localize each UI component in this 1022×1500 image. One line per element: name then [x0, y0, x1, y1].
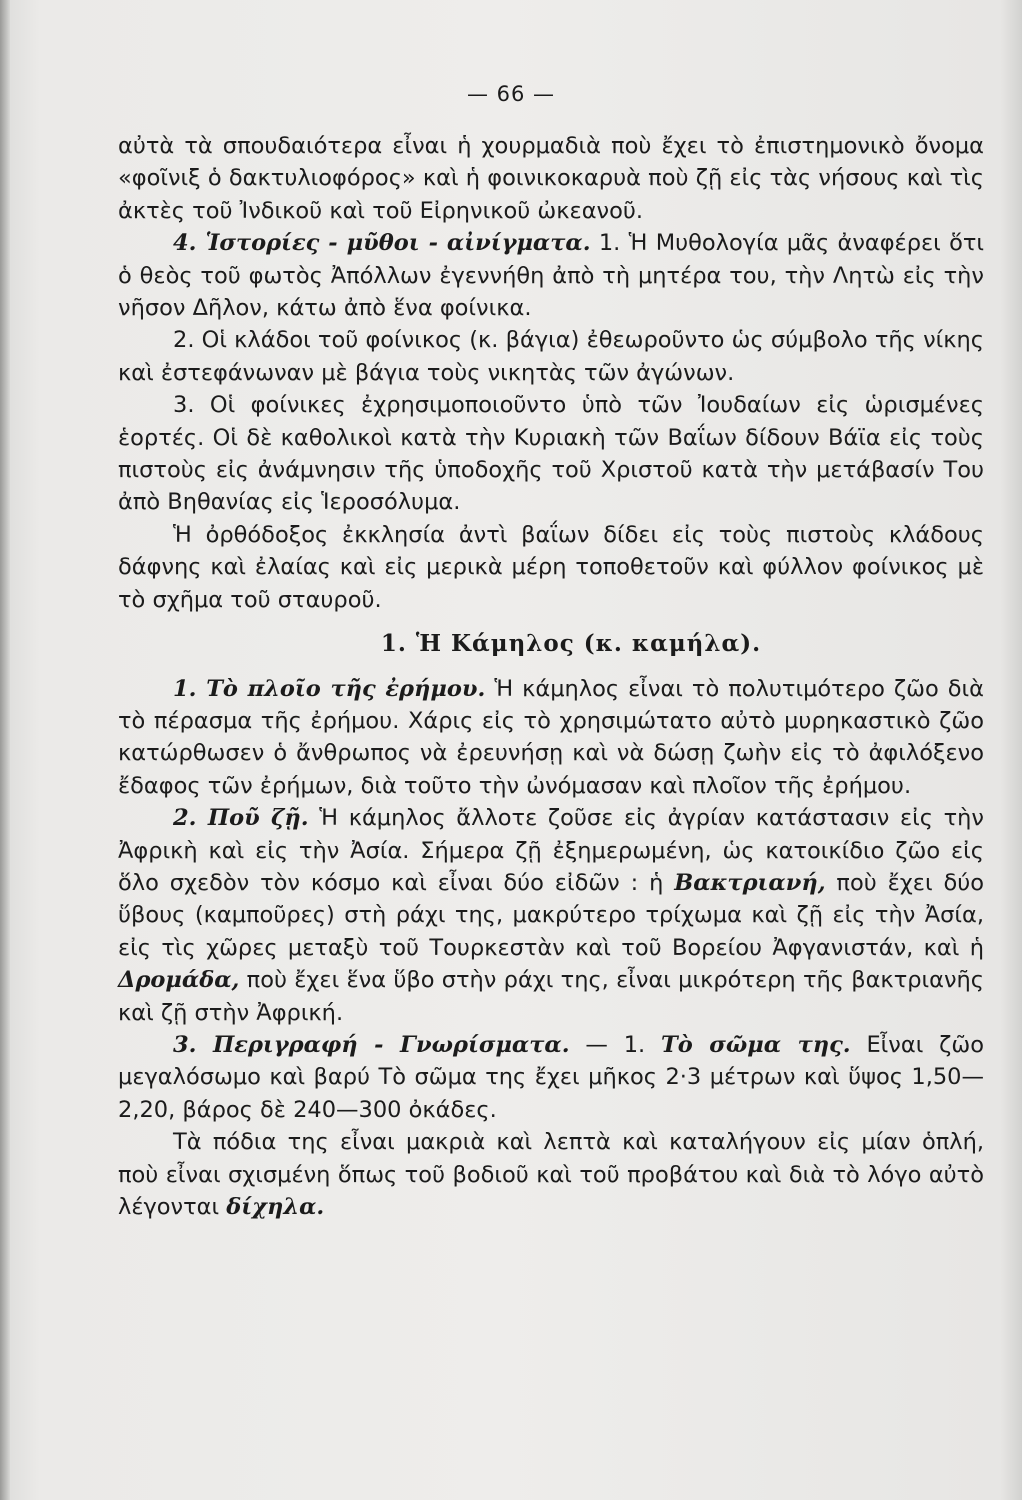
camel-paragraph-1 — [118, 673, 984, 803]
dromedary-term: Δρομάδα, — [118, 967, 240, 994]
body-text — [118, 130, 984, 1223]
camel-paragraph-2 — [118, 802, 984, 1029]
section-4-p1-text: 1. Ἡ Μυθολογία μᾶς ἀναφέρει ὅτι ὁ θεὸς τοῦ φωτὸς Ἀπόλλων ἐγεννήθη ἀπὸ τὴ μητέρα του, τὴν Λητὼ εἰς τὴν νῆσον Δῆλον, κάτω ἀπὸ ἕνα φοίνικα. — [118, 230, 985, 322]
section-4-paragraph-2: 2. Οἱ κλάδοι τοῦ φοίνικος (κ. βάγια) ἐθεωροῦντο ὡς σύμβολο τῆς νίκης καὶ ἐστεφάνωναν μὲ βάγια τοὺς νικητὰς τῶν ἀγώνων. — [118, 327, 984, 386]
section-4-label: 4. Ἱστορίες - μῦθοι - αἰνίγματα. — [173, 230, 591, 257]
camel-s2-text-a: Ἡ κάμηλος ἄλλοτε ζοῦσε εἰς ἀγρίαν κατάστασιν εἰς τὴν Ἀφρικὴ καὶ εἰς τὴν Ἀσία. Σήμερα ζῇ ἐξημερωμένη, ὡς κατοικίδιο ζῶο εἰς ὅλο σχεδὸν τὸν κόσμο καὶ εἶναι δύο εἰδῶν : ἡ — [118, 805, 984, 896]
section-4-paragraph-4: Ἡ ὀρθόδοξος ἐκκλησία ἀντὶ βαΐων δίδει εἰς τοὺς πιστοὺς κλάδους δάφνης καὶ ἐλαίας καὶ εἰς μερικὰ μέρη τοποθετοῦν καὶ φύλλον φοίνικος μὲ τὸ σχῆμα τοῦ σταυροῦ. — [118, 521, 984, 613]
camel-body-label: Τὸ σῶμα της. — [661, 1031, 851, 1058]
camel-s3-p2-text: Τὰ πόδια της εἶναι μακριὰ καὶ λεπτὰ καὶ καταλήγουν εἰς μίαν ὁπλή, ποὺ εἶναι σχισμένη ὅπως τοῦ βοδιοῦ καὶ τοῦ προβάτου καὶ διὰ τὸ λόγο αὐτὸ λέγονται — [118, 1129, 984, 1220]
camel-s2-text-b: ποὺ ἔχει δύο ὕβους (καμποῦρες) στὴ ράχι της, μακρύτερο τρίχωμα καὶ ζῇ εἰς τὴν Ἀσία, εἰς τὶς χῶρες μεταξὺ τοῦ Τουρκεστὰν καὶ τοῦ Βορείου Ἀφγανιστάν, καὶ ἡ — [118, 869, 984, 961]
paragraph-intro: αὐτὰ τὰ σπουδαιότερα εἶναι ἡ χουρμαδιὰ ποὺ ἔχει τὸ ἐπιστημονικὸ ὄνομα «φοῖνιξ ὁ δακτυλιοφόρος» καὶ ἡ φοινικοκαρυὰ ποὺ ζῇ εἰς τὰς νήσους καὶ τὶς ἀκτὲς τοῦ Ἰνδικοῦ καὶ τοῦ Εἰρηνικοῦ ὠκεανοῦ. — [118, 133, 984, 224]
bactrian-term: Βακτριανή, — [674, 869, 826, 896]
section-4-paragraph-3: 3. Οἱ φοίνικες ἐχρησιμοποιοῦντο ὑπὸ τῶν Ἰουδαίων εἰς ὡρισμένες ἑορτές. Οἱ δὲ καθολικοὶ κατὰ τὴν Κυριακὴ τῶν Βαΐων δίδουν Βάϊα εἰς τοὺς πιστοὺς εἰς ἀνάμνησιν τῆς ὑποδοχῆς τοῦ Χριστοῦ κατὰ τὴν μετάβασίν Του ἀπὸ Βηθανίας εἰς Ἱεροσόλυμα. — [118, 392, 984, 516]
camel-s2-label: 2. Ποῦ ζῇ. — [173, 805, 309, 832]
camel-s3-label: 3. Περιγραφή - Γνωρίσματα. — [173, 1031, 570, 1058]
camel-paragraph-3 — [118, 1029, 984, 1126]
section-4-paragraph-1 — [118, 227, 984, 324]
camel-s2-text-c: ποὺ ἔχει ἕνα ὕβο στὴν ράχι της, εἶναι μικρότερη τῆς βακτριανῆς καὶ ζῇ στὴν Ἀφρική. — [118, 967, 984, 1026]
camel-s1-label: 1. Τὸ πλοῖο τῆς ἐρήμου. — [173, 675, 486, 702]
chapter-heading: 1. Ἡ Κάμηλος (κ. καμήλα). — [380, 630, 762, 658]
camel-paragraph-4 — [118, 1126, 984, 1223]
camel-s3-text: Εἶναι ζῶο μεγαλόσωμο καὶ βαρύ Τὸ σῶμα της ἔχει μῆκος 2·3 μέτρων καὶ ὕψος 1,50—2,20, βάρος δὲ 240—300 ὀκάδες. — [118, 1031, 984, 1123]
camel-s3-dash: — 1. — [569, 1031, 662, 1058]
page-number: — 66 — — [466, 82, 556, 106]
page-edge-shadow — [0, 0, 10, 1500]
cloven-term: δίχηλα. — [226, 1194, 325, 1220]
camel-s1-text: Ἡ κάμηλος εἶναι τὸ πολυτιμότερο ζῶο διὰ τὸ πέρασμα τῆς ἐρήμου. Χάρις εἰς τὸ χρησιμώτατο αὐτὸ μυρηκαστικὸ ζῶο κατώρθωσεν ὁ ἄνθρωπος νὰ ἐρευνήσῃ καὶ νὰ δώσῃ ζωὴν εἰς τὸ ἀφιλόξενο ἔδαφος τῶν ἐρήμων, διὰ τοῦτο τὴν ὠνόμασαν καὶ πλοῖον τῆς ἐρήμου. — [118, 675, 984, 799]
